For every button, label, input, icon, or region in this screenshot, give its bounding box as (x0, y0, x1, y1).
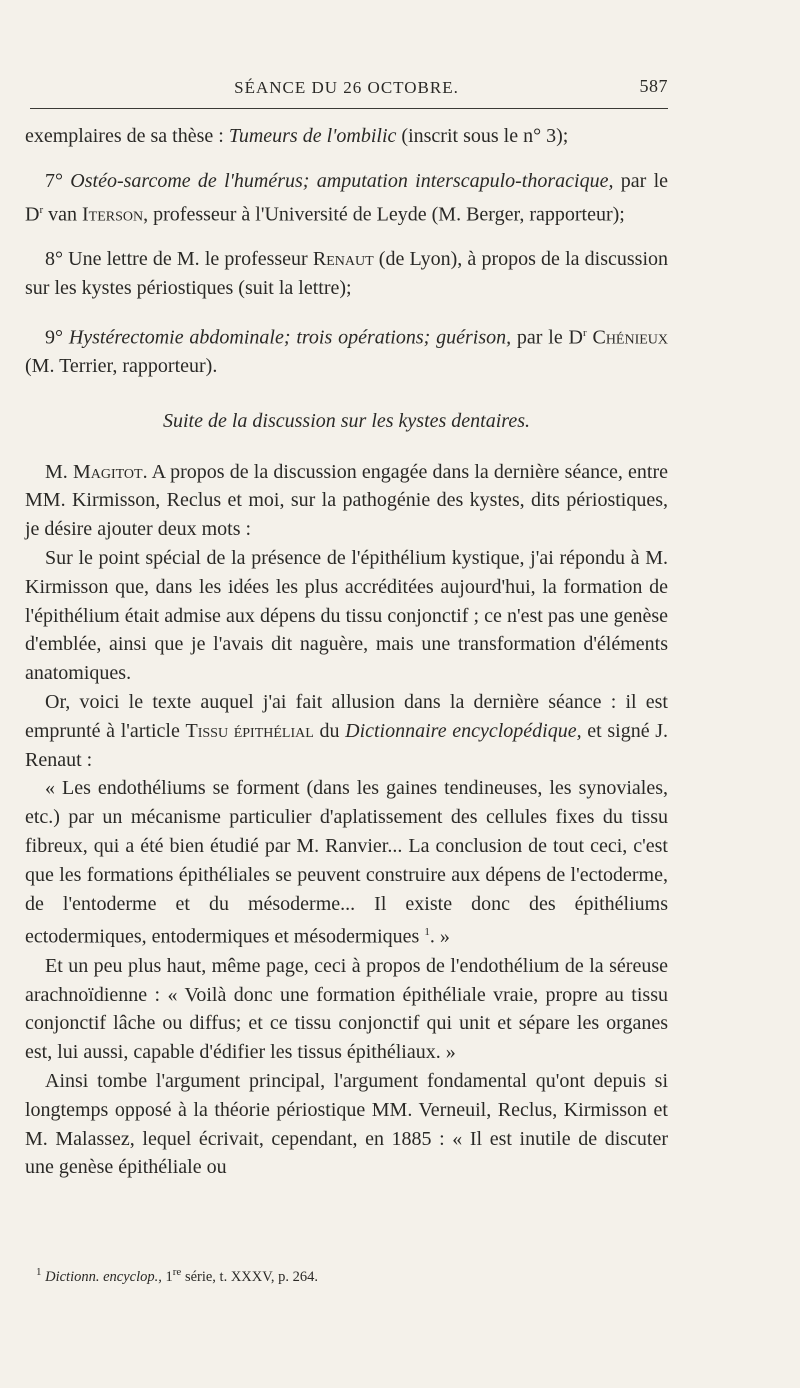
paragraph-7: Or, voici le texte auquel j'ai fait allusion dans la dernière séance : il est emprunté à l'article Tissu épithélial du Dictionnaire encyclopédique, et signé J. Renaut : (25, 691, 669, 771)
author-name: Chénieux (592, 326, 669, 349)
body-text (25, 122, 668, 1182)
paragraph-6: Sur le point spécial de la présence de l'épithélium kystique, j'ai répondu à M. Kirmisson que, dans les idées les plus accréditées aujourd'hui, la formation de l'épithélium était admise aux dépens du tissu conjonctif ; ce n'est pas une genèse d'emblée, ainsi que je l'avais dit naguère, mais une transformation d'éléments anatomiques. (25, 547, 668, 685)
running-title: SÉANCE DU 26 OCTOBRE. (234, 78, 459, 97)
case-title: Ostéo-sarcome de l'humérus; amputation interscapulo-thoracique, (70, 169, 614, 192)
page-number: 587 (639, 76, 668, 96)
paragraph-8-quote: « Les endothéliums se forment (dans les gaines tendineuses, les synoviales, etc.) par un mécanisme particulier d'aplatissement des cellules fixes du tissu fibreux, qui a été bien étudié par M. Ranvier... La conclusion de tout ceci, c'est que les formations épithéliales se peuvent construire aux dépens de l'ectoderme, de l'entoderme et du mésoderme... Il existe donc des épithéliums ectodermiques, entodermiques et mésodermiques $^1$. » (25, 777, 668, 949)
thesis-title: Tumeurs de l'ombilic (228, 125, 397, 147)
author-name: Renaut (312, 248, 374, 271)
author-name: Iterson (82, 203, 144, 226)
paragraph-2: 7° Ostéo-sarcome de l'humérus; amputation interscapulo-thoracique, par le $D^r$ van Iterson, professeur à l'Université de Leyde (M. Berger, rapporteur); (25, 169, 669, 226)
case-title: Hystérectomie abdominale; trois opérations; guérison, (68, 326, 512, 349)
page-header (25, 74, 668, 102)
header-rule (30, 108, 668, 109)
footnote-ref: 1 (424, 926, 430, 939)
section-title: Suite de la discussion sur les kystes dentaires. (163, 409, 530, 432)
paragraph-5: M. Magitot. A propos de la discussion engagée dans la dernière séance, entre MM. Kirmisson, Reclus et moi, sur la pathogénie des kystes, dits périostiques, je désire ajouter deux mots : (25, 460, 668, 541)
footnote-mark: 1 (36, 1266, 42, 1278)
paragraph-4: 9° Hystérectomie abdominale; trois opérations; guérison, par le $D^r$ Chénieux (M. Terrier, rapporteur). (25, 326, 669, 378)
paragraph-1: exemplaires de sa thèse : Tumeurs de l'ombilic (inscrit sous le n° 3); (25, 125, 569, 147)
paragraph-3: 8° Une lettre de M. le professeur Renaut (de Lyon), à propos de la discussion sur les kystes périostiques (suit la lettre); (25, 248, 669, 299)
speaker-name: Magitot (72, 460, 143, 483)
paragraph-10: Ainsi tombe l'argument principal, l'argument fondamental qu'ont depuis si longtemps opposé à la théorie périostique MM. Verneuil, Reclus, Kirmisson et M. Malassez, lequel écrivait, cependant, en 1885 : « Il est inutile de discuter une genèse épithéliale ou (25, 1070, 668, 1179)
footnote: $^1$ Dictionn. encyclop., 1re série, t. XXXV, p. 264. (36, 1266, 318, 1285)
paragraph-9: Et un peu plus haut, même page, ceci à propos de l'endothélium de la séreuse arachnoïdienne : « Voilà donc une formation épithéliale vraie, propre au tissu conjonctif lâche ou diffus; et ce tissu conjonctif qui unit et sépare les organes est, lui aussi, capable d'édifier les tissus épithéliaux. » (25, 954, 668, 1064)
